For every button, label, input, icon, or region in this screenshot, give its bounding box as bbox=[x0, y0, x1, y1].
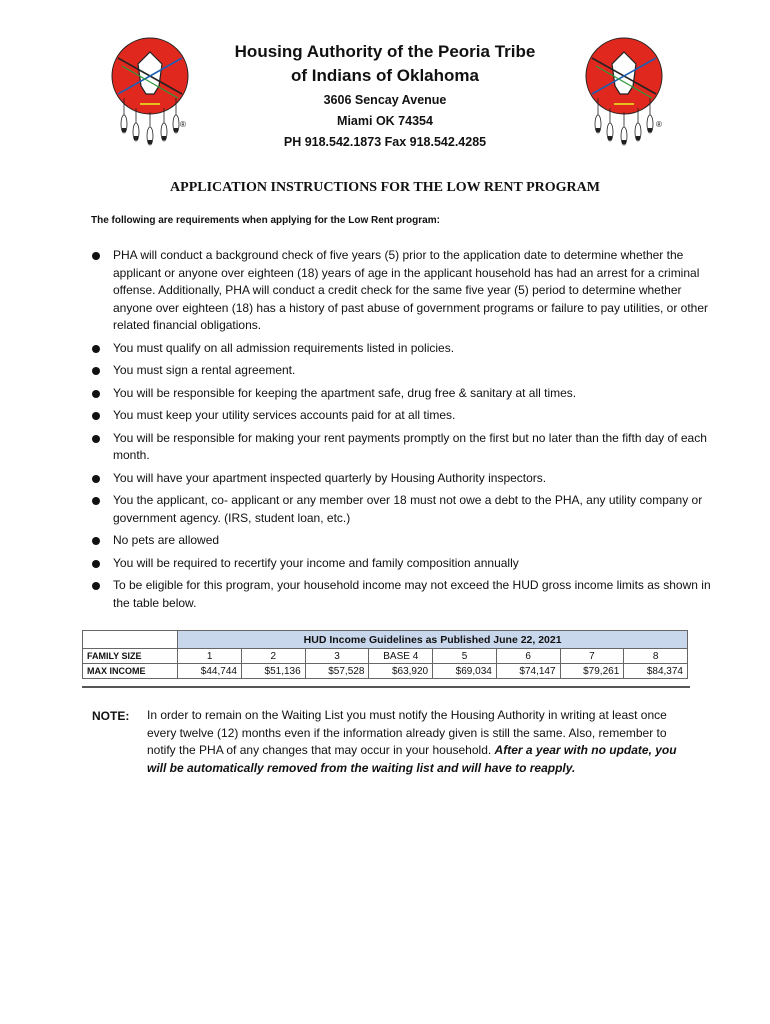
note-text bbox=[147, 707, 687, 777]
requirement-item: You will be responsible for keeping the apartment safe, drug free & sanitary at all times. bbox=[92, 385, 712, 403]
max-income-cell: $44,744 bbox=[178, 664, 242, 679]
bullet-icon bbox=[92, 475, 100, 483]
requirement-item: You will be required to recertify your income and family composition annually bbox=[92, 555, 712, 573]
table-divider bbox=[82, 686, 690, 688]
family-size-cell: 6 bbox=[496, 649, 560, 664]
bullet-icon bbox=[92, 435, 100, 443]
requirement-item: You must qualify on all admission requirements listed in policies. bbox=[92, 340, 712, 358]
bullet-icon bbox=[92, 537, 100, 545]
org-name-line1: Housing Authority of the Peoria Tribe bbox=[234, 42, 536, 61]
street-address: 3606 Sencay Avenue bbox=[323, 93, 447, 107]
org-name-line2: of Indians of Oklahoma bbox=[291, 66, 479, 85]
requirement-item: No pets are allowed bbox=[92, 532, 712, 550]
requirement-item: You will have your apartment inspected quarterly by Housing Authority inspectors. bbox=[92, 470, 712, 488]
bullet-icon bbox=[92, 582, 100, 590]
family-size-cell: 7 bbox=[560, 649, 624, 664]
note-emphasis: After a year with no update, you will be automatically removed from the waiting list and will have to reapply. bbox=[147, 743, 677, 775]
max-income-cell: $63,920 bbox=[369, 664, 433, 679]
requirement-item: You must keep your utility services accounts paid for at all times. bbox=[92, 407, 712, 425]
requirements-list bbox=[92, 247, 712, 617]
family-size-cell: 1 bbox=[178, 649, 242, 664]
requirement-item: You the applicant, co- applicant or any member over 18 must not owe a debt to the PHA, any utility company or government agency. (IRS, student loan, etc.) bbox=[92, 492, 712, 527]
requirement-item: You must sign a rental agreement. bbox=[92, 362, 712, 380]
max-income-cell: $51,136 bbox=[241, 664, 305, 679]
bullet-icon bbox=[92, 560, 100, 568]
max-income-label: MAX INCOME bbox=[83, 664, 178, 679]
requirement-item: To be eligible for this program, your household income may not exceed the HUD gross income limits as shown in the table below. bbox=[92, 577, 712, 612]
registered-mark-left: ® bbox=[180, 120, 186, 129]
family-size-row bbox=[83, 649, 688, 664]
bullet-icon bbox=[92, 345, 100, 353]
max-income-row bbox=[83, 664, 688, 679]
bullet-icon bbox=[92, 252, 100, 260]
bullet-icon bbox=[92, 497, 100, 505]
bullet-icon bbox=[92, 412, 100, 420]
max-income-cell: $74,147 bbox=[496, 664, 560, 679]
requirement-item: You will be responsible for making your rent payments promptly on the first but no later than the fifth day of each month. bbox=[92, 430, 712, 465]
letterhead bbox=[0, 40, 770, 151]
max-income-cell: $57,528 bbox=[305, 664, 369, 679]
bullet-icon bbox=[92, 367, 100, 375]
note-body: In order to remain on the Waiting List you must notify the Housing Authority in writing at least once every twelve (12) months even if the information already given is still the same. Also, remember to notify the PHA of any changes that may occur in your household. bbox=[147, 708, 667, 757]
document-title: APPLICATION INSTRUCTIONS FOR THE LOW RENT PROGRAM bbox=[170, 180, 600, 195]
requirement-item: PHA will conduct a background check of five years (5) prior to the application date to determine whether the applicant or anyone over eighteen (18) years of age in the applicant household has had an arrest for a criminal offense. Additionally, PHA will conduct a credit check for the same five year (5) period to determine whether anyone over eighteen (18) has a history of past abuse of government programs or failure to pay utilities, or other related financial obligations. bbox=[92, 247, 712, 335]
income-table-caption: HUD Income Guidelines as Published June 22, 2021 bbox=[178, 631, 688, 649]
family-size-cell: BASE 4 bbox=[369, 649, 433, 664]
max-income-cell: $79,261 bbox=[560, 664, 624, 679]
max-income-cell: $69,034 bbox=[433, 664, 497, 679]
family-size-label: FAMILY SIZE bbox=[83, 649, 178, 664]
city-address: Miami OK 74354 bbox=[337, 114, 433, 128]
hud-income-table bbox=[82, 630, 688, 679]
note-label: NOTE: bbox=[92, 709, 130, 723]
family-size-cell: 3 bbox=[305, 649, 369, 664]
phone-fax: PH 918.542.1873 Fax 918.542.4285 bbox=[283, 135, 487, 149]
bullet-icon bbox=[92, 390, 100, 398]
family-size-cell: 5 bbox=[433, 649, 497, 664]
family-size-cell: 8 bbox=[624, 649, 688, 664]
registered-mark-right: ® bbox=[656, 120, 662, 129]
family-size-cell: 2 bbox=[241, 649, 305, 664]
max-income-cell: $84,374 bbox=[624, 664, 688, 679]
intro-text: The following are requirements when applying for the Low Rent program: bbox=[91, 215, 440, 226]
